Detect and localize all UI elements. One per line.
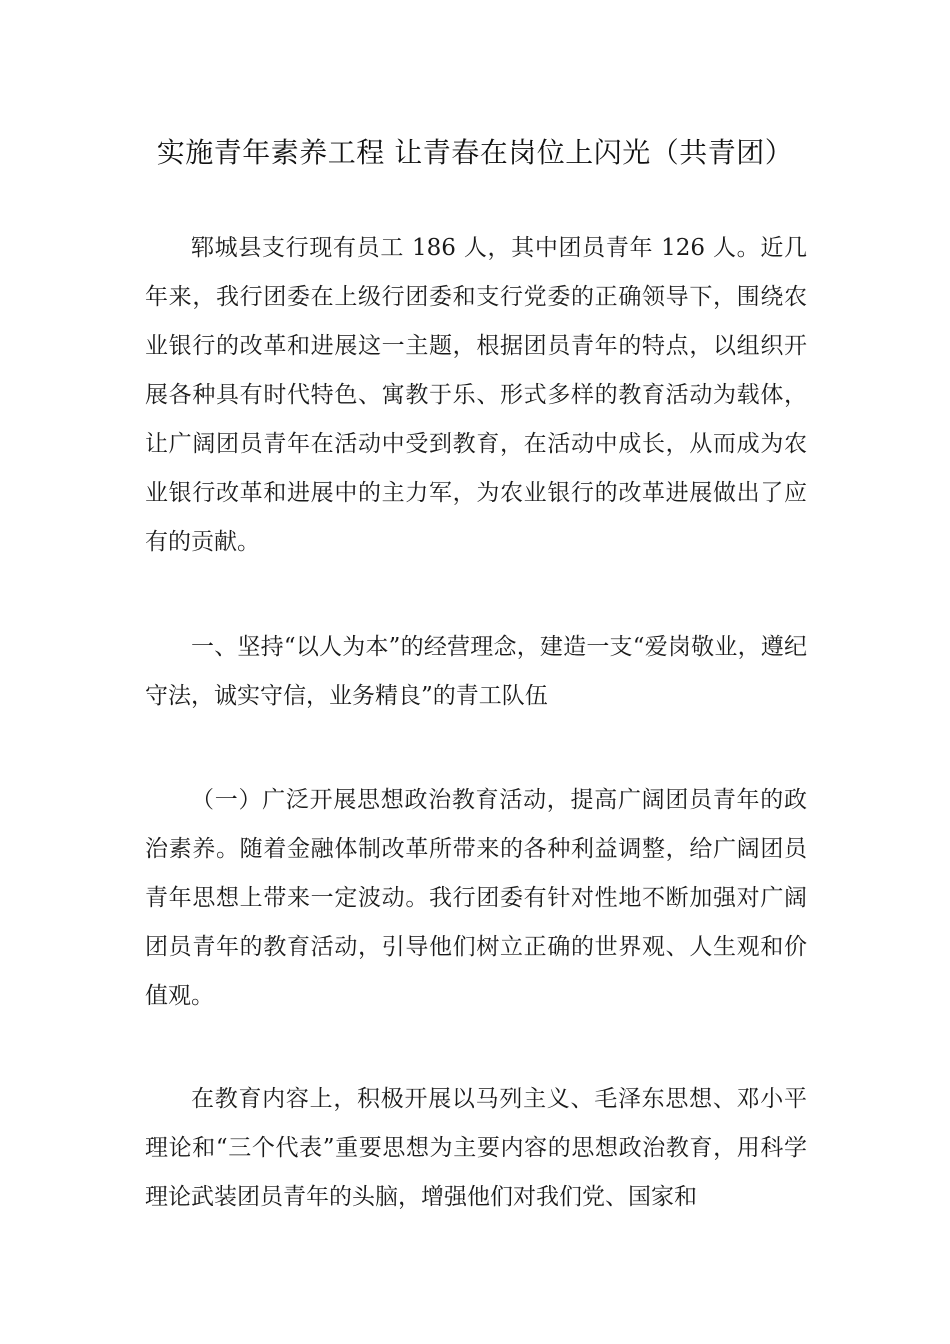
paragraph-intro: 郓城县支行现有员工 186 人，其中团员青年 126 人。近几年来，我行团委在上级行团委和支行党委的正确领导下，围绕农业银行的改革和进展这一主题，根据团员青年的特点，以组织开展各种具有时代特色、寓教于乐、形式多样的教育活动为载体，让广阔团员青年在活动中受到教育，在活动中成长，从而成为农业银行改革和进展中的主力军，为农业银行的改革进展做出了应有的贡献。	[145, 235, 807, 555]
document-title: 实施青年素养工程 让青春在岗位上闪光（共青团）	[156, 136, 794, 169]
paragraph-education-content: 在教育内容上，积极开展以马列主义、毛泽东思想、邓小平理论和“三个代表”重要思想为主要内容的思想政治教育，用科学理论武装团员青年的头脑，增强他们对我们党、国家和	[145, 1086, 807, 1210]
paragraph-subsection-1: （一）广泛开展思想政治教育活动，提高广阔团员青年的政治素养。随着金融体制改革所带来的各种利益调整，给广阔团员青年思想上带来一定波动。我行团委有针对性地不断加强对广阔团员青年的教育活动，引导他们树立正确的世界观、人生观和价值观。	[145, 787, 807, 1009]
paragraph-section-heading: 一、坚持“以人为本”的经营理念，建造一支“爱岗敬业，遵纪守法，诚实守信，业务精良”的青工队伍	[145, 634, 807, 709]
